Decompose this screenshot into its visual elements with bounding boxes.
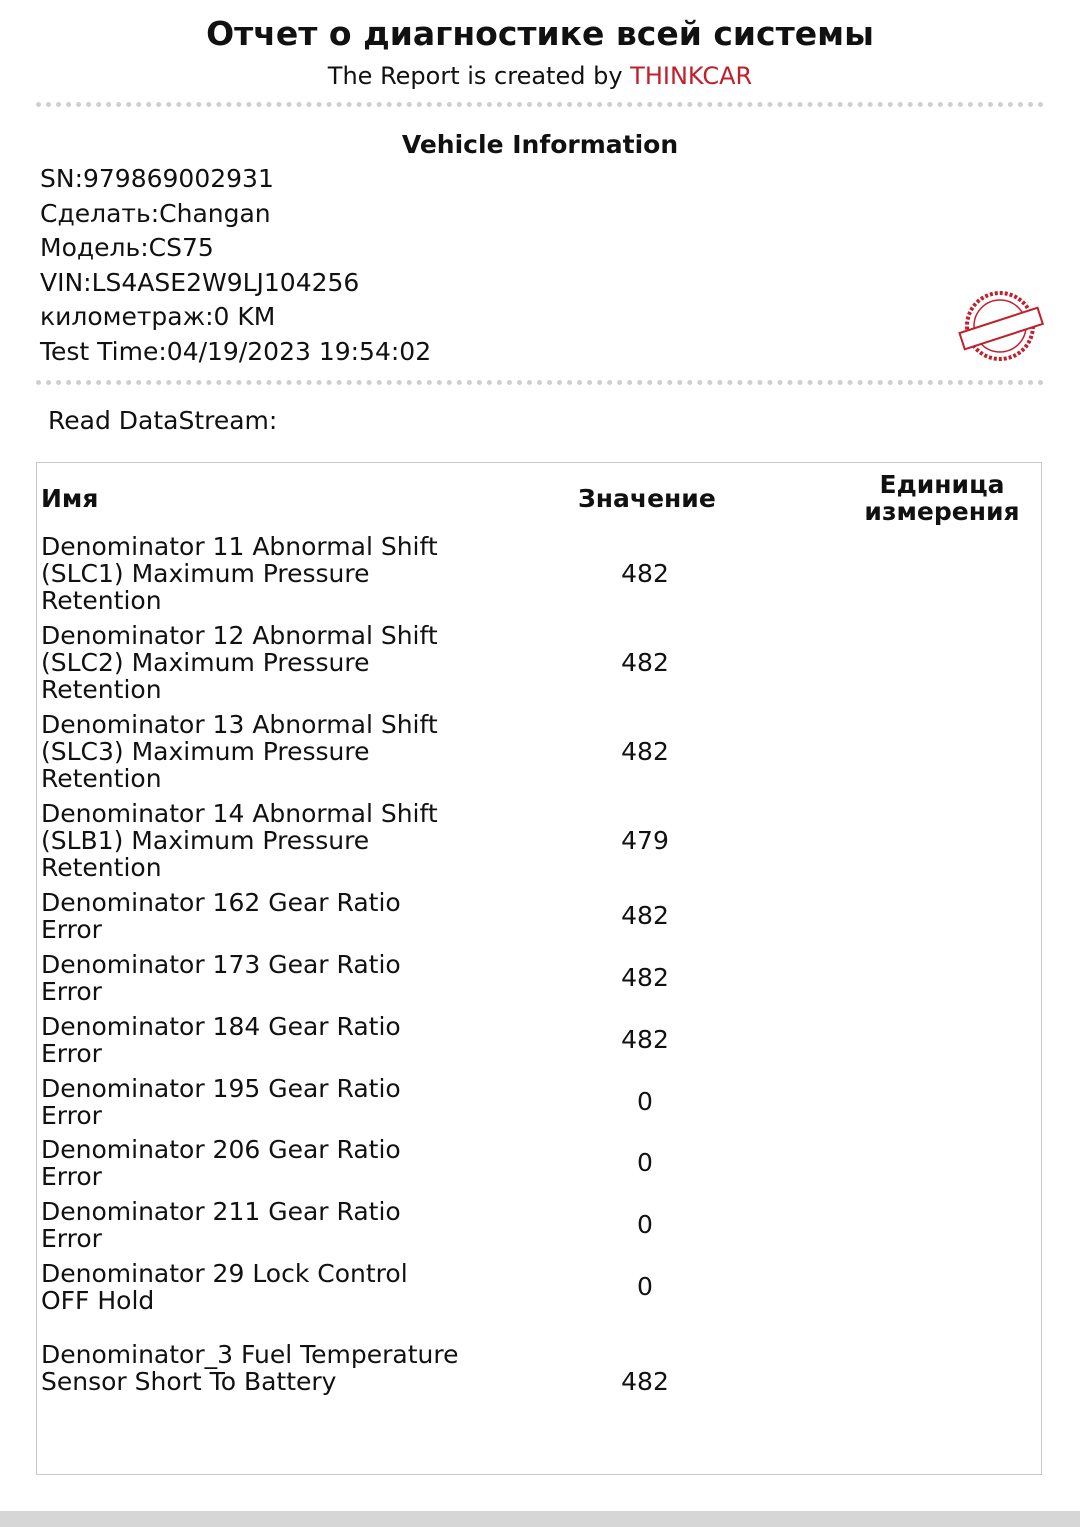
row-name: Denominator 29 Lock Control OFF Hold (41, 1259, 408, 1315)
row-value: 482 (621, 1025, 669, 1054)
row-value: 0 (637, 1272, 653, 1301)
vehicle-model: Модель:CS75 (40, 233, 214, 263)
report-title: Отчет о диагностике всей системы (206, 14, 874, 53)
row-value: 482 (621, 1367, 669, 1396)
row-name: Denominator 12 Abnormal Shift (SLC2) Maximum Pressure Retention (41, 621, 438, 704)
row-name: Denominator 206 Gear Ratio Error (41, 1135, 401, 1191)
row-name: Denominator_3 Fuel Temperature Sensor Short To Battery (41, 1340, 459, 1396)
brand-name[interactable]: THINKCAR (630, 62, 753, 90)
unit-header-line2: измерения (864, 497, 1020, 526)
bottom-scroll-edge (0, 1511, 1080, 1527)
datastream-label: Read DataStream: (48, 406, 278, 435)
created-by-label: The Report is created by (327, 62, 631, 90)
dotted-divider-top (36, 102, 1044, 107)
row-value: 482 (621, 737, 669, 766)
row-name: Denominator 13 Abnormal Shift (SLC3) Maximum Pressure Retention (41, 710, 438, 793)
row-name: Denominator 184 Gear Ratio Error (41, 1012, 401, 1068)
vehicle-vin: VIN:LS4ASE2W9LJ104256 (40, 267, 360, 297)
row-name: Denominator 162 Gear Ratio Error (41, 888, 401, 944)
vehicle-mileage: километраж:0 KM (40, 302, 276, 332)
vehicle-sn: SN:979869002931 (40, 164, 274, 193)
unit-header-line1: Единица (879, 470, 1005, 499)
row-name: Denominator 211 Gear Ratio Error (41, 1197, 401, 1253)
row-value: 482 (621, 648, 669, 677)
row-value: 0 (637, 1148, 653, 1177)
column-header-name: Имя (41, 484, 99, 513)
dotted-divider-bottom (36, 380, 1044, 385)
row-value: 0 (637, 1210, 653, 1239)
vehicle-info (40, 162, 431, 370)
vehicle-make: Сделать:Changan (40, 198, 271, 228)
thinkcar-stamp-icon (958, 290, 1044, 362)
row-value: 0 (637, 1087, 653, 1116)
row-name: Denominator 195 Gear Ratio Error (41, 1074, 401, 1130)
row-value: 479 (621, 826, 669, 855)
report-subtitle (0, 62, 1080, 90)
datastream-table (36, 462, 1042, 1475)
row-value: 482 (621, 901, 669, 930)
row-name: Denominator 173 Gear Ratio Error (41, 950, 401, 1006)
row-name: Denominator 14 Abnormal Shift (SLB1) Maximum Pressure Retention (41, 799, 438, 882)
row-name: Denominator 11 Abnormal Shift (SLC1) Maximum Pressure Retention (41, 532, 438, 615)
row-value: 482 (621, 963, 669, 992)
row-value: 482 (621, 559, 669, 588)
vehicle-test-time: Test Time:04/19/2023 19:54:02 (40, 336, 432, 366)
column-header-unit (857, 471, 1027, 525)
vehicle-info-title: Vehicle Information (401, 130, 679, 159)
column-header-value: Значение (578, 484, 716, 513)
